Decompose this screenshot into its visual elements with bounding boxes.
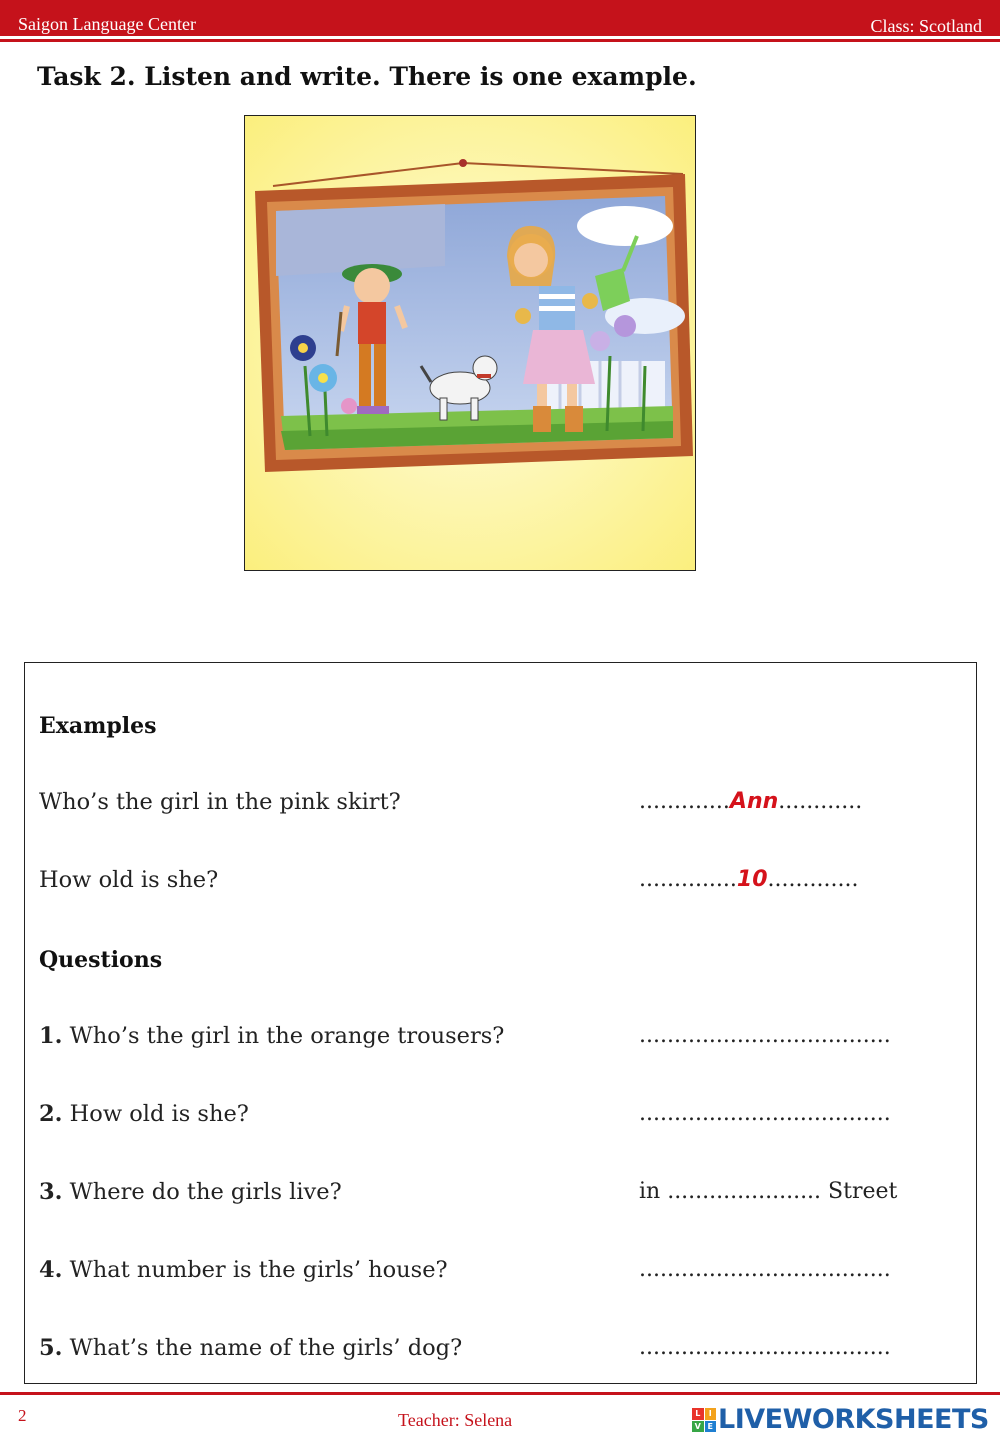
example-answer xyxy=(639,789,862,814)
question-label: Who’s the girl in the orange trousers? xyxy=(69,1023,505,1049)
example-question: How old is she? xyxy=(39,867,219,893)
page-header xyxy=(0,0,1000,48)
answer-dots: .............. xyxy=(639,867,737,892)
questions-heading: Questions xyxy=(39,947,163,973)
answer-blank[interactable]: .................................... xyxy=(639,1335,891,1360)
example-question: Who’s the girl in the pink skirt? xyxy=(39,789,401,815)
school-name: Saigon Language Center xyxy=(18,14,196,34)
question-label: Where do the girls live? xyxy=(69,1179,342,1205)
example-answer-value: 10 xyxy=(736,867,768,892)
page-number: 2 xyxy=(18,1406,27,1425)
example-row xyxy=(25,789,976,829)
examples-heading: Examples xyxy=(39,713,157,739)
question-row xyxy=(25,1023,976,1063)
answer-dots: ............ xyxy=(778,789,863,814)
logo-tile: I xyxy=(705,1408,717,1420)
example-answer-value: Ann xyxy=(729,789,779,814)
questions-box xyxy=(24,662,977,1384)
question-label: What’s the name of the girls’ dog? xyxy=(69,1335,463,1361)
header-rule xyxy=(0,39,1000,42)
example-row xyxy=(25,867,976,907)
question-text xyxy=(39,1257,448,1283)
question-text xyxy=(39,1023,504,1049)
answer-blank[interactable]: .................................... xyxy=(639,1257,891,1282)
liveworksheets-brand: LIVEWORKSHEETS xyxy=(718,1404,989,1435)
question-number: 4. xyxy=(39,1257,63,1283)
question-number: 5. xyxy=(39,1335,63,1361)
question-number: 3. xyxy=(39,1179,63,1205)
answer-blank[interactable]: in ...................... Street xyxy=(639,1179,898,1204)
footer-rule xyxy=(0,1392,1000,1395)
example-answer xyxy=(639,867,858,892)
question-row xyxy=(25,1335,976,1375)
answer-blank[interactable]: .................................... xyxy=(639,1101,891,1126)
teacher-name: Teacher: Selena xyxy=(398,1410,513,1430)
question-number: 1. xyxy=(39,1023,63,1049)
answer-dots: ............. xyxy=(639,789,730,814)
question-label: How old is she? xyxy=(69,1101,249,1127)
liveworksheets-logo[interactable] xyxy=(692,1404,988,1436)
question-row xyxy=(25,1101,976,1141)
answer-blank[interactable]: .................................... xyxy=(639,1023,891,1048)
question-number: 2. xyxy=(39,1101,63,1127)
class-name: Class: Scotland xyxy=(870,16,982,36)
question-row xyxy=(25,1179,976,1219)
question-text xyxy=(39,1335,462,1361)
logo-tile: V xyxy=(692,1421,704,1433)
logo-tile: E xyxy=(705,1421,717,1433)
task-title: Task 2. Listen and write. There is one example. xyxy=(37,62,697,91)
question-text xyxy=(39,1101,249,1127)
framed-picture-icon xyxy=(244,115,696,571)
answer-dots: ............. xyxy=(767,867,859,892)
question-text xyxy=(39,1179,342,1205)
question-row xyxy=(25,1257,976,1297)
question-label: What number is the girls’ house? xyxy=(69,1257,448,1283)
logo-tile: L xyxy=(692,1408,704,1420)
liveworksheets-logo-icon xyxy=(692,1408,716,1432)
